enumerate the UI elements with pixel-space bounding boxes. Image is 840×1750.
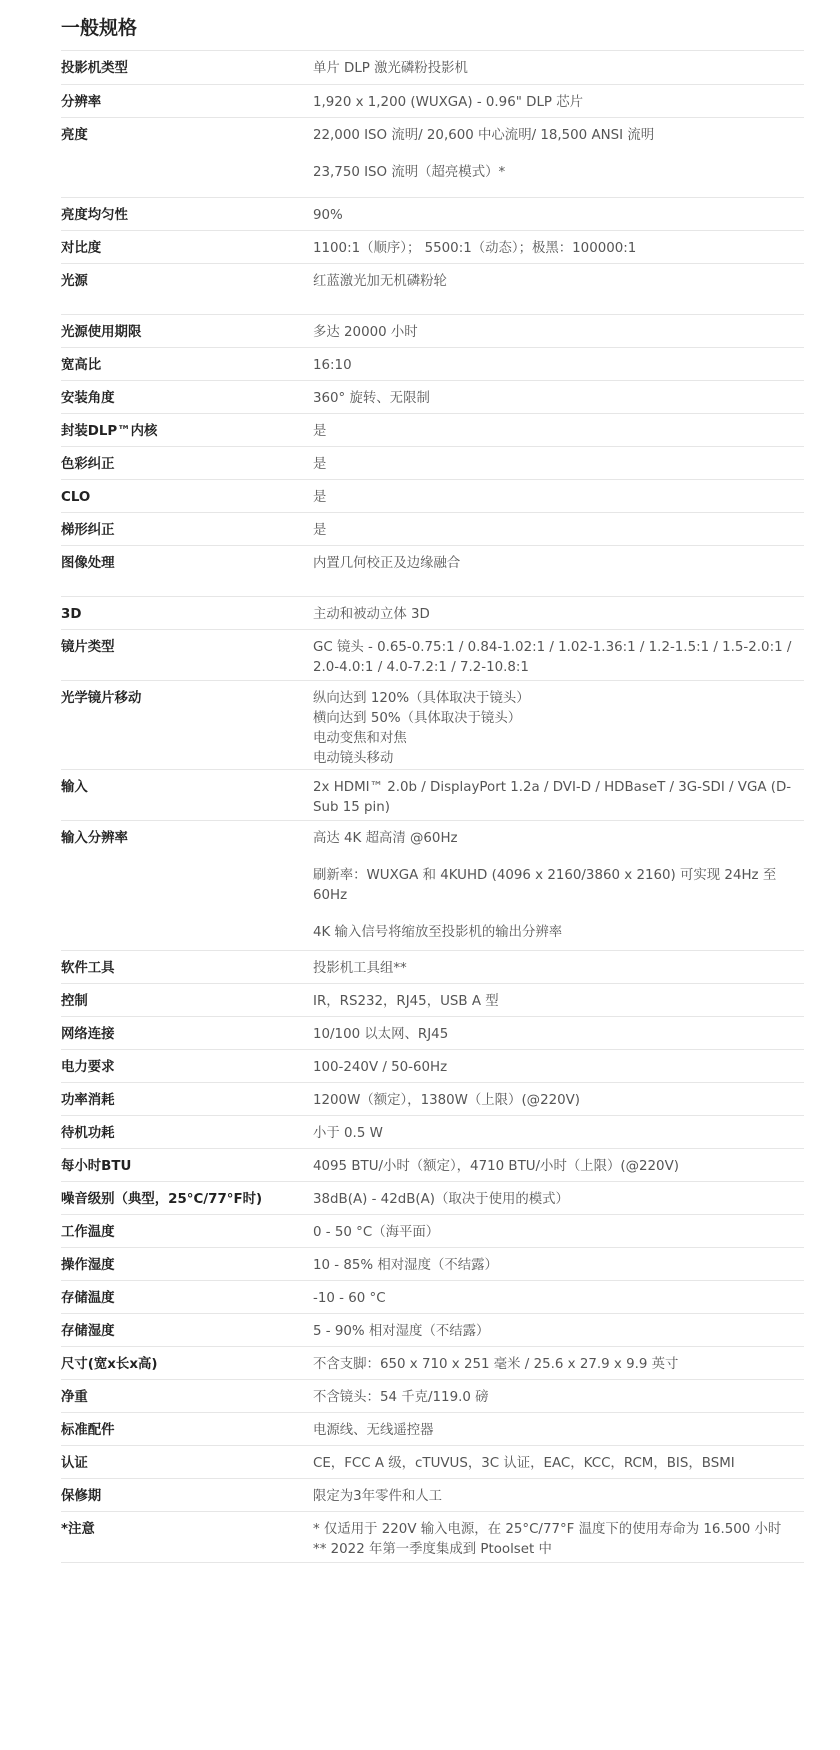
spec-value-line: 22,000 ISO 流明/ 20,600 中心流明/ 18,500 ANSI 流明 (313, 127, 655, 143)
spec-value-paragraph (313, 1157, 804, 1177)
spec-value (313, 479, 804, 512)
spec-value (313, 512, 804, 545)
spec-value-line: 多达 20000 小时 (313, 324, 418, 340)
spec-row (61, 263, 804, 314)
spec-label: 认证 (61, 1445, 313, 1478)
spec-value-paragraph (313, 992, 804, 1012)
spec-value-line: 高达 4K 超高清 @60Hz (313, 830, 458, 846)
spec-value-paragraph (313, 554, 804, 574)
spec-label: 工作温度 (61, 1214, 313, 1247)
spec-row (61, 1511, 804, 1562)
spec-label: 镜片类型 (61, 629, 313, 680)
spec-value (313, 629, 804, 680)
spec-value (313, 1412, 804, 1445)
spec-row (61, 1280, 804, 1313)
spec-value (313, 983, 804, 1016)
spec-row (61, 629, 804, 680)
spec-row (61, 51, 804, 84)
spec-label: 输入 (61, 769, 313, 820)
spec-table-body (61, 51, 804, 1562)
spec-value (313, 446, 804, 479)
spec-value-line: 电源线、无线遥控器 (313, 1422, 434, 1438)
spec-value-line: 0 - 50 °C（海平面） (313, 1224, 440, 1240)
spec-value-paragraph (313, 1091, 804, 1111)
spec-value-line: 是 (313, 423, 327, 439)
spec-row (61, 314, 804, 347)
spec-value (313, 347, 804, 380)
spec-value-paragraph (313, 59, 804, 79)
spec-value-paragraph (313, 1025, 804, 1045)
spec-value-paragraph (313, 778, 804, 818)
spec-value (313, 263, 804, 314)
spec-label: 功率消耗 (61, 1082, 313, 1115)
spec-value-paragraph (313, 93, 804, 113)
spec-value-paragraph (313, 1421, 804, 1441)
spec-value-line: 单片 DLP 激光磷粉投影机 (313, 61, 468, 76)
spec-value-line: 1100:1（顺序）； 5500:1（动态）；极黑：100000:1 (313, 240, 637, 256)
spec-row (61, 1049, 804, 1082)
spec-label: 色彩纠正 (61, 446, 313, 479)
spec-value-line: 不含镜头：54 千克/119.0 磅 (313, 1389, 489, 1405)
spec-row (61, 596, 804, 629)
spec-value (313, 413, 804, 446)
spec-value-paragraph (313, 272, 804, 292)
spec-label: 亮度 (61, 117, 313, 197)
spec-value-line: 90% (313, 207, 343, 223)
spec-value-paragraph (313, 163, 804, 183)
spec-row (61, 1478, 804, 1511)
spec-value-paragraph (313, 1256, 804, 1276)
spec-value-line: 刷新率：WUXGA 和 4KUHD (4096 x 2160/3860 x 2160) 可实现 24Hz 至 (313, 867, 777, 883)
spec-row (61, 1082, 804, 1115)
spec-value (313, 1049, 804, 1082)
spec-value (313, 1016, 804, 1049)
spec-value (313, 1346, 804, 1379)
spec-value (313, 197, 804, 230)
spec-label: 电力要求 (61, 1049, 313, 1082)
spec-label: 宽高比 (61, 347, 313, 380)
spec-value-paragraph (313, 206, 804, 226)
spec-value-line: 电动镜头移动 (313, 750, 394, 766)
spec-value-paragraph (313, 323, 804, 343)
spec-label: CLO (61, 479, 313, 512)
spec-value-paragraph (313, 1388, 804, 1408)
spec-value-line: 60Hz (313, 887, 348, 903)
spec-value (313, 1478, 804, 1511)
spec-label: 光源 (61, 263, 313, 314)
spec-value-line: 100-240V / 50-60Hz (313, 1059, 448, 1075)
spec-value-line: 横向达到 50%（具体取决于镜头） (313, 710, 522, 726)
spec-row (61, 512, 804, 545)
spec-value-paragraph (313, 1058, 804, 1078)
spec-value (313, 1247, 804, 1280)
spec-value-line: 电动变焦和对焦 (313, 730, 407, 746)
spec-value (313, 1115, 804, 1148)
spec-row (61, 1148, 804, 1181)
section-title: 一般规格 (61, 0, 804, 51)
spec-value (313, 820, 804, 950)
spec-value (313, 1214, 804, 1247)
spec-value (313, 1082, 804, 1115)
spec-value (313, 1280, 804, 1313)
spec-label: 分辨率 (61, 84, 313, 117)
spec-value (313, 1313, 804, 1346)
spec-value-paragraph (313, 1289, 804, 1309)
spec-value-line: -10 - 60 °C (313, 1290, 386, 1306)
spec-value-line: 主动和被动立体 3D (313, 606, 430, 622)
spec-value (313, 117, 804, 197)
spec-label: 存储温度 (61, 1280, 313, 1313)
spec-row (61, 117, 804, 197)
spec-row (61, 545, 804, 596)
spec-value (313, 1445, 804, 1478)
spec-value (313, 84, 804, 117)
spec-value-line: 是 (313, 522, 327, 538)
spec-value-line: Sub 15 pin) (313, 799, 390, 815)
spec-value-line: 不含支脚：650 x 710 x 251 毫米 / 25.6 x 27.9 x 9.9 英寸 (313, 1356, 679, 1372)
spec-value (313, 1379, 804, 1412)
spec-value-line: 5 - 90% 相对湿度（不结露） (313, 1323, 490, 1339)
spec-label: 图像处理 (61, 545, 313, 596)
spec-row (61, 1346, 804, 1379)
spec-value-paragraph (313, 1190, 804, 1210)
spec-label: 封装DLP™内核 (61, 413, 313, 446)
spec-row (61, 1016, 804, 1049)
spec-value-paragraph (313, 605, 804, 625)
spec-label: 保修期 (61, 1478, 313, 1511)
spec-table (61, 51, 804, 1563)
spec-value-line: 限定为3年零件和人工 (313, 1488, 443, 1504)
spec-row (61, 769, 804, 820)
spec-value-line: 10 - 85% 相对湿度（不结露） (313, 1257, 498, 1273)
spec-row (61, 820, 804, 950)
spec-value-paragraph (313, 1454, 804, 1474)
spec-row (61, 983, 804, 1016)
spec-row (61, 380, 804, 413)
spec-row (61, 1313, 804, 1346)
spec-label: 3D (61, 596, 313, 629)
spec-value-line: 38dB(A) - 42dB(A)（取决于使用的模式） (313, 1191, 569, 1207)
spec-row (61, 347, 804, 380)
spec-label: 亮度均匀性 (61, 197, 313, 230)
spec-value-line: IR，RS232，RJ45，USB A 型 (313, 993, 499, 1009)
spec-label: 操作湿度 (61, 1247, 313, 1280)
spec-value-paragraph (313, 829, 804, 849)
spec-label: 每小时BTU (61, 1148, 313, 1181)
spec-value (313, 1148, 804, 1181)
spec-value (313, 1181, 804, 1214)
spec-value (313, 51, 804, 84)
spec-row (61, 197, 804, 230)
spec-label: 存储湿度 (61, 1313, 313, 1346)
spec-value-line: 4095 BTU/小时（额定），4710 BTU/小时（上限）(@220V) (313, 1158, 679, 1174)
spec-value-line: 是 (313, 456, 327, 472)
spec-value-paragraph (313, 488, 804, 508)
spec-value-line: 内置几何校正及边缘融合 (313, 555, 461, 571)
spec-value-paragraph (313, 1322, 804, 1342)
spec-label: 控制 (61, 983, 313, 1016)
spec-value-line: 1,920 x 1,200 (WUXGA) - 0.96" DLP 芯片 (313, 94, 584, 110)
spec-label: 安装角度 (61, 380, 313, 413)
spec-value-line: 红蓝激光加无机磷粉轮 (313, 273, 447, 289)
spec-value (313, 545, 804, 596)
spec-label: 软件工具 (61, 950, 313, 983)
spec-row (61, 1379, 804, 1412)
spec-value-paragraph (313, 455, 804, 475)
spec-label: 对比度 (61, 230, 313, 263)
spec-value-line: 16:10 (313, 357, 352, 373)
spec-value (313, 380, 804, 413)
spec-value (313, 314, 804, 347)
spec-label: 尺寸(宽x长x高) (61, 1346, 313, 1379)
spec-value-line: * 仅适用于 220V 输入电源，在 25°C/77°F 温度下的使用寿命为 16.500 小时 (313, 1521, 782, 1537)
spec-value-paragraph (313, 866, 804, 906)
spec-value-line: 小于 0.5 W (313, 1125, 383, 1141)
spec-value (313, 680, 804, 769)
spec-row (61, 680, 804, 769)
spec-value-paragraph (313, 923, 804, 943)
spec-value (313, 769, 804, 820)
spec-label: 标准配件 (61, 1412, 313, 1445)
spec-value (313, 1511, 804, 1562)
spec-value-paragraph (313, 1520, 804, 1560)
spec-value-line: GC 镜头 - 0.65-0.75:1 / 0.84-1.02:1 / 1.02-1.36:1 / 1.2-1.5:1 / 1.5-2.0:1 / (313, 639, 792, 655)
spec-row (61, 1247, 804, 1280)
spec-value-line: ** 2022 年第一季度集成到 Ptoolset 中 (313, 1541, 552, 1557)
spec-value (313, 230, 804, 263)
spec-row (61, 1412, 804, 1445)
spec-value-paragraph (313, 1355, 804, 1375)
spec-value-paragraph (313, 1487, 804, 1507)
spec-value-paragraph (313, 1223, 804, 1243)
spec-label: 光源使用期限 (61, 314, 313, 347)
spec-row (61, 84, 804, 117)
spec-row (61, 1115, 804, 1148)
spec-row (61, 1445, 804, 1478)
spec-row (61, 446, 804, 479)
spec-label: 投影机类型 (61, 51, 313, 84)
spec-label: 输入分辨率 (61, 820, 313, 950)
spec-label: 待机功耗 (61, 1115, 313, 1148)
spec-value-paragraph (313, 389, 804, 409)
spec-value-line: 360° 旋转、无限制 (313, 390, 430, 406)
spec-value-line: CE，FCC A 级，cTUVUS，3C 认证，EAC，KCC，RCM，BIS，BSMI (313, 1455, 735, 1471)
spec-label: 光学镜片移动 (61, 680, 313, 769)
spec-value-paragraph (313, 1124, 804, 1144)
spec-value-paragraph (313, 638, 804, 678)
spec-value (313, 950, 804, 983)
spec-value-paragraph (313, 689, 804, 769)
spec-row (61, 950, 804, 983)
spec-value-line: 1200W（额定），1380W（上限）(@220V) (313, 1092, 581, 1108)
spec-value-paragraph (313, 959, 804, 979)
spec-row (61, 413, 804, 446)
spec-value-line: 投影机工具组** (313, 960, 407, 976)
spec-value-paragraph (313, 521, 804, 541)
spec-value-paragraph (313, 356, 804, 376)
spec-row (61, 230, 804, 263)
spec-label: 净重 (61, 1379, 313, 1412)
spec-value-paragraph (313, 422, 804, 442)
spec-value-line: 是 (313, 489, 327, 505)
spec-label: 噪音级别（典型，25°C/77°F时) (61, 1181, 313, 1214)
spec-label: 网络连接 (61, 1016, 313, 1049)
spec-value-paragraph (313, 239, 804, 259)
spec-row (61, 1214, 804, 1247)
spec-row (61, 479, 804, 512)
spec-value-line: 2x HDMI™ 2.0b / DisplayPort 1.2a / DVI-D / HDBaseT / 3G-SDI / VGA (D- (313, 779, 792, 795)
spec-value (313, 596, 804, 629)
spec-row (61, 1181, 804, 1214)
spec-value-line: 纵向达到 120%（具体取决于镜头） (313, 690, 530, 706)
spec-value-line: 2.0-4.0:1 / 4.0-7.2:1 / 7.2-10.8:1 (313, 659, 529, 675)
spec-label: 梯形纠正 (61, 512, 313, 545)
spec-value-line: 23,750 ISO 流明（超亮模式）* (313, 164, 506, 180)
spec-value-paragraph (313, 126, 804, 146)
spec-value-line: 10/100 以太网、RJ45 (313, 1026, 449, 1042)
spec-value-line: 4K 输入信号将缩放至投影机的输出分辨率 (313, 924, 563, 940)
spec-label: *注意 (61, 1511, 313, 1562)
